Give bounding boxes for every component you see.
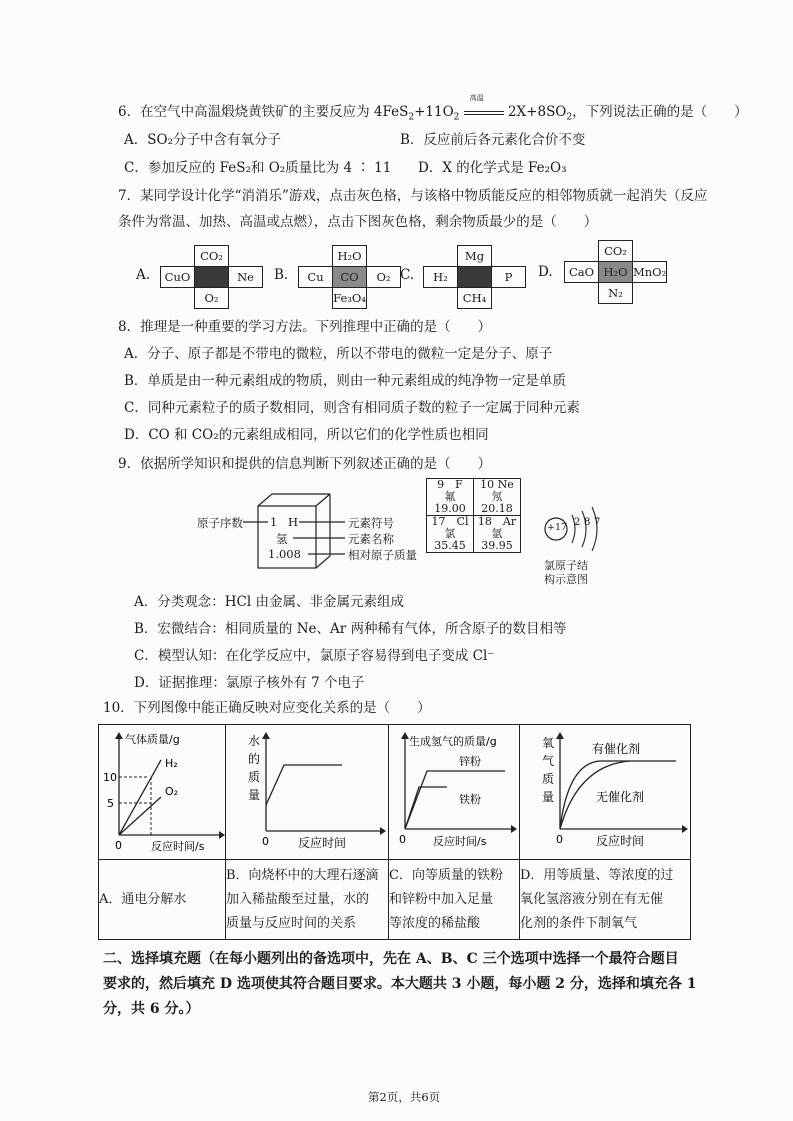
grid-cell: P <box>492 267 526 288</box>
graph-a-origin: 0 <box>115 839 122 852</box>
element-name: 氟 <box>444 490 456 503</box>
periodic-table-excerpt <box>426 478 521 553</box>
grid-cell: CaO <box>565 262 599 283</box>
grid-c <box>423 245 526 309</box>
grid-cell: O₂ <box>195 288 229 309</box>
description-line: A．通电分解水 <box>99 891 187 907</box>
graph-c <box>389 725 519 855</box>
grid-c-label: C. <box>400 267 415 283</box>
graph-c-series-zinc: 锌粉 <box>459 755 481 768</box>
q8-option-a: A．分子、原子都是不带电的微粒，所以不带电的微粒一定是分子、原子 <box>124 346 553 362</box>
graph-cell-a <box>99 725 226 860</box>
q6-stem <box>118 94 748 127</box>
grid-cell-grey[interactable]: O₂ <box>458 267 492 288</box>
graph-a-ylabel: 气体质量/g <box>125 733 180 746</box>
grid-b-label: B. <box>274 267 289 283</box>
graph-d-series-catalyst: 有催化剂 <box>592 742 641 756</box>
q6-option-c: C．参加反应的 FeS₂和 O₂质量比为 4 ∶ 11 <box>124 160 392 176</box>
grid-a-label: A. <box>136 267 151 283</box>
grid-cell-grey[interactable]: C <box>195 267 229 288</box>
q6-option-b: B．反应前后各元素化合价不变 <box>400 132 586 148</box>
grid-a <box>160 245 263 309</box>
description-c <box>389 860 520 940</box>
graph-b-ylabel-2: 的 <box>248 752 261 766</box>
graph-a-ytick-5: 5 <box>107 797 114 810</box>
graph-cell-c <box>389 725 520 860</box>
q7-stem-line2: 条件为常温、加热、高温或点燃），点击下图灰色格，剩余物质最少的是（ ） <box>118 214 598 230</box>
graph-a-series-h2: H₂ <box>165 757 178 770</box>
graph-c-series-iron: 铁粉 <box>459 793 481 806</box>
element-header: 17 Cl <box>431 515 469 528</box>
description-line: B．向烧杯中的大理石逐滴 <box>226 867 379 883</box>
q9-option-d: D．证据推理：氯原子核外有 7 个电子 <box>134 675 365 691</box>
q9-option-c: C．模型认知：在化学反应中，氯原子容易得到电子变成 Cl⁻ <box>134 648 495 664</box>
element-mass: 35.45 <box>434 539 466 552</box>
reaction-condition: 高温 <box>469 94 484 102</box>
description-line: 质量与反应时间的关系 <box>226 915 357 931</box>
section2-line2: 要求的，然后填充 D 选项使其符合题目要求。本大题共 3 小题，每小题 2 分，选择和填充各 1 <box>103 976 697 992</box>
element-cell-ne <box>474 479 521 516</box>
description-line: 和锌粉中加入足量 <box>389 891 494 907</box>
grid-b <box>298 245 401 309</box>
cube-mass: 1.008 <box>268 547 301 561</box>
graph-b-ylabel-4: 量 <box>248 788 261 802</box>
description-line: C．向等质量的铁粉 <box>389 867 503 883</box>
page-footer: 第2页，共6页 <box>368 1090 441 1104</box>
q10-graph-table <box>98 724 691 940</box>
shell-2: 8 <box>584 517 591 528</box>
q8-option-d: D．CO 和 CO₂的元素组成相同，所以它们的化学性质也相同 <box>124 427 489 443</box>
grid-cell: Ne <box>229 267 263 288</box>
grid-d-label: D. <box>538 264 553 280</box>
atom-caption-1: 氯原子结 <box>544 559 588 572</box>
grid-cell: MnO₂ <box>633 262 667 283</box>
grid-cell: CuO <box>161 267 195 288</box>
q10-stem: 10．下列图像中能正确反映对应变化关系的是（ ） <box>103 700 431 716</box>
q9-option-a: A．分类观念：HCl 由金属、非金属元素组成 <box>134 594 404 610</box>
graph-b <box>226 725 388 855</box>
graph-c-xlabel: 反应时间/s <box>433 835 487 848</box>
q6-stem-part: 2X+8SO <box>503 104 567 120</box>
element-cell-cl <box>427 516 474 553</box>
graph-c-origin: 0 <box>399 833 406 846</box>
shell-1: 2 <box>574 517 581 528</box>
grid-cell: CH₄ <box>458 288 492 309</box>
q9-option-b: B．宏微结合：相同质量的 Ne、Ar 两种稀有气体，所含原子的数目相等 <box>134 621 567 637</box>
reaction-equals-sign <box>464 94 504 121</box>
graph-c-ylabel: 生成氢气的质量/g <box>409 735 497 748</box>
grid-cell: CO₂ <box>195 246 229 267</box>
element-mass: 20.18 <box>481 502 513 515</box>
q7-stem-line1: 7．某同学设计化学“消消乐”游戏，点击灰色格，与该格中物质能反应的相邻物质就一起消失（反应 <box>118 188 708 204</box>
graph-a <box>99 725 225 855</box>
grid-d <box>564 240 667 304</box>
element-name: 氯 <box>444 527 456 540</box>
shell-3: 7 <box>594 517 601 528</box>
atom-caption-2: 构示意图 <box>544 573 588 586</box>
q6-stem-part: ，下列说法正确的是（ ） <box>572 104 748 120</box>
description-a <box>99 860 226 940</box>
q8-option-b: B．单质是由一种元素组成的物质，则由一种元素组成的纯净物一定是单质 <box>124 373 566 389</box>
section2-line3: 分，共 6 分。） <box>103 1001 200 1017</box>
description-line: 等浓度的稀盐酸 <box>389 915 481 931</box>
grid-cell: Fe₃O₄ <box>333 288 367 309</box>
atomic-number-label: 原子序数 <box>197 516 243 530</box>
graph-cell-d <box>520 725 691 860</box>
grid-cell: O₂ <box>367 267 401 288</box>
graph-d-ylabel-3: 质 <box>542 772 555 786</box>
element-header: 10 Ne <box>480 478 514 491</box>
element-name: 氖 <box>491 490 503 503</box>
graph-cell-b <box>226 725 389 860</box>
element-cell-f <box>427 479 474 516</box>
description-line: 加入稀盐酸至过量，水的 <box>226 891 370 907</box>
cube-number: 1 <box>270 515 278 529</box>
graph-b-origin: 0 <box>262 835 269 848</box>
grid-cell: H₂ <box>424 267 458 288</box>
nucleus-charge: +17 <box>547 522 568 533</box>
mass-label: 相对原子质量 <box>348 548 417 562</box>
element-header: 18 Ar <box>477 515 517 528</box>
graph-d-ylabel-4: 量 <box>542 790 555 804</box>
element-header: 9 F <box>437 478 463 491</box>
section2-line1: 二、选择填充题（在每小题列出的备选项中，先在 A、B、C 三个选项中选择一个最符合题目 <box>103 951 679 967</box>
cube-name: 氢 <box>276 532 288 546</box>
grid-cell: Cu <box>299 267 333 288</box>
q6-option-d: D．X 的化学式是 Fe₂O₃ <box>418 160 567 176</box>
symbol-label: 元素符号 <box>348 516 394 530</box>
grid-cell: Mg <box>458 246 492 267</box>
element-mass: 19.00 <box>434 502 466 515</box>
graph-d-origin: 0 <box>556 833 563 846</box>
q8-stem: 8．推理是一种重要的学习方法。下列推理中正确的是（ ） <box>118 319 492 335</box>
graph-b-ylabel-1: 水 <box>248 734 261 748</box>
graph-a-ytick-10: 10 <box>103 771 117 784</box>
description-line: 氧化氢溶液分别在有无催 <box>520 891 664 907</box>
description-line: D．用等质量、等浓度的过 <box>520 867 674 883</box>
grid-cell: CO₂ <box>599 241 633 262</box>
subscript: 2 <box>566 112 573 123</box>
name-label: 元素名称 <box>348 532 394 546</box>
element-mass: 39.95 <box>481 539 513 552</box>
cube-symbol: H <box>288 515 299 529</box>
grid-cell-grey[interactable]: CO <box>333 267 367 288</box>
description-d <box>520 860 691 940</box>
q8-option-c: C．同种元素粒子的质子数相同，则含有相同质子数的粒子一定属于同种元素 <box>124 400 580 416</box>
q6-stem-part: +11O <box>414 104 454 120</box>
q6-option-a: A．SO₂分子中含有氧分子 <box>124 132 281 148</box>
grid-cell: N₂ <box>599 283 633 304</box>
subscript: 2 <box>408 112 415 123</box>
description-line: 化剂的条件下制氧气 <box>520 915 638 931</box>
graph-b-ylabel-3: 质 <box>248 770 261 784</box>
graph-d-ylabel-2: 气 <box>542 754 555 768</box>
q6-stem-part: 6．在空气中高温煅烧黄铁矿的主要反应为 4FeS <box>118 104 409 120</box>
graph-d-series-no-catalyst: 无催化剂 <box>596 790 645 804</box>
grid-cell-grey[interactable]: H₂O <box>599 262 633 283</box>
grid-cell: H₂O <box>333 246 367 267</box>
graph-a-xlabel: 反应时间/s <box>151 840 205 853</box>
q9-stem: 9．依据所学知识和提供的信息判断下列叙述正确的是（ ） <box>118 456 492 472</box>
element-cell-ar <box>474 516 521 553</box>
graph-d-xlabel: 反应时间 <box>596 834 645 848</box>
element-name: 氩 <box>491 527 503 540</box>
graph-d-ylabel-1: 氧 <box>542 736 555 750</box>
subscript: 2 <box>453 112 460 123</box>
graph-d <box>520 725 690 855</box>
graph-a-series-o2: O₂ <box>165 785 179 798</box>
graph-b-xlabel: 反应时间 <box>298 836 347 850</box>
description-b <box>226 860 389 940</box>
